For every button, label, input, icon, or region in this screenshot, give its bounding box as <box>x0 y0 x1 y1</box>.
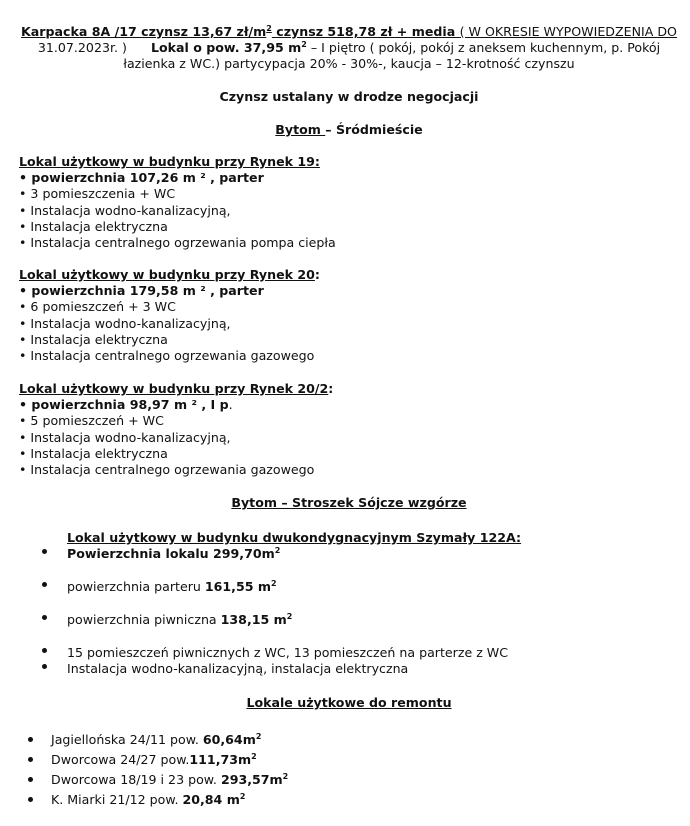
bullet-dot <box>42 615 47 620</box>
unit-rynek-20-2 <box>19 381 679 478</box>
bullet-dot <box>42 582 47 587</box>
unit-heading: Lokal użytkowy w budynku przy Rynek 20/2: <box>19 381 334 396</box>
unit-area: • powierzchnia 179,58 m ² , parter <box>19 283 264 299</box>
bullet-dot <box>28 777 33 782</box>
list-item: • Instalacja elektryczna <box>19 445 168 461</box>
list-item: • Instalacja wodno-kanalizacyjną, <box>19 429 231 445</box>
bullet-dot <box>28 797 33 802</box>
bullet-dot <box>42 664 47 669</box>
rent-media: czynsz 518,78 zł + media <box>271 24 460 39</box>
header-line-2: 31.07.2023r. ) Lokal o pow. 37,95 $m^2$ – I piętro ( pokój, pokój z aneksem kuchennym, p. Pokój <box>37 40 661 56</box>
unit-area: • powierzchnia 107,26 m ² , parter <box>19 170 264 186</box>
list-item: • 3 pomieszczenia + WC <box>19 186 176 202</box>
list-item: • Instalacja wodno-kanalizacyjną, <box>19 315 231 331</box>
bullet-dot <box>28 757 33 762</box>
list-item: • Instalacja wodno-kanalizacyjną, <box>19 202 231 218</box>
list-item: • Instalacja centralnego ogrzewania gazowego <box>19 462 315 478</box>
list-item: powierzchnia parteru 161,55 $m^2$ <box>67 578 277 594</box>
list-item: • Instalacja centralnego ogrzewania pompa ciepła <box>19 235 336 251</box>
unit-heading: Lokal użytkowy w budynku przy Rynek 20: <box>19 267 320 282</box>
unit-area: Lokal o pow. 37,95 m <box>150 40 302 56</box>
section-title-remont: Lokale użytkowe do remontu <box>246 695 452 710</box>
unit-rynek-20 <box>19 267 679 364</box>
header-line-1: Karpacka 8A /17 czynsz 13,67 $zł/m^2$ czynsz 518,78 zł + media ( W OKRESIE WYPOWIEDZENIA DO <box>21 23 677 39</box>
unit-area: • powierzchnia 98,97 m ² , I p. <box>19 397 233 413</box>
section-title-stroszek: Bytom – Stroszek Sójcze wzgórze <box>231 495 467 510</box>
unit-heading-szymaly: Lokal użytkowy w budynku dwukondygnacyjnym Szymały 122A: <box>67 530 522 545</box>
list-item: Dworcowa 18/19 i 23 pow. $293,57m^2$ <box>51 771 289 787</box>
list-item: Instalacja wodno-kanalizacyjną, instalacja elektryczna <box>67 661 409 676</box>
bullet-dot <box>42 648 47 653</box>
list-item: K. Miarki 21/12 pow. 20,84 $m^2$ <box>51 791 246 807</box>
list-item: • Instalacja elektryczna <box>19 331 168 347</box>
list-item: • 5 pomieszczeń + WC <box>19 413 164 429</box>
header-line-3: łazienka z WC.) partycypacja 20% - 30%-, kaucja – 12-krotność czynszu <box>123 56 575 72</box>
list-item: • Instalacja elektryczna <box>19 218 168 234</box>
bullet-dot <box>42 549 47 554</box>
unit-heading: Lokal użytkowy w budynku przy Rynek 19: <box>19 154 320 169</box>
list-item: • Instalacja centralnego ogrzewania gazowego <box>19 348 315 364</box>
unit-rynek-19 <box>19 154 679 251</box>
list-item: Powierzchnia lokalu $299,70m^2$ <box>67 545 281 561</box>
header-block <box>19 24 679 73</box>
negotiation-note: Czynsz ustalany w drodze negocjacji <box>219 89 479 104</box>
list-item: powierzchnia piwniczna 138,15 $m^2$ <box>67 611 293 627</box>
address-rent: Karpacka 8A /17 czynsz 13,67 zł/m <box>21 24 267 39</box>
list-item: • 6 pomieszczeń + 3 WC <box>19 299 176 315</box>
list-item: Dworcowa 24/27 $pow.111,73m^2$ <box>51 751 257 767</box>
list-item: 15 pomieszczeń piwnicznych z WC, 13 pomieszczeń na parterze z WC <box>67 645 509 660</box>
section-title-srodmiescie: Bytom – Śródmieście <box>275 122 423 137</box>
bullet-dot <box>28 737 33 742</box>
notice-period: ( W OKRESIE WYPOWIEDZENIA DO <box>459 24 677 39</box>
list-item: Jagiellońska 24/11 pow. $60,64m^2$ <box>51 731 262 747</box>
